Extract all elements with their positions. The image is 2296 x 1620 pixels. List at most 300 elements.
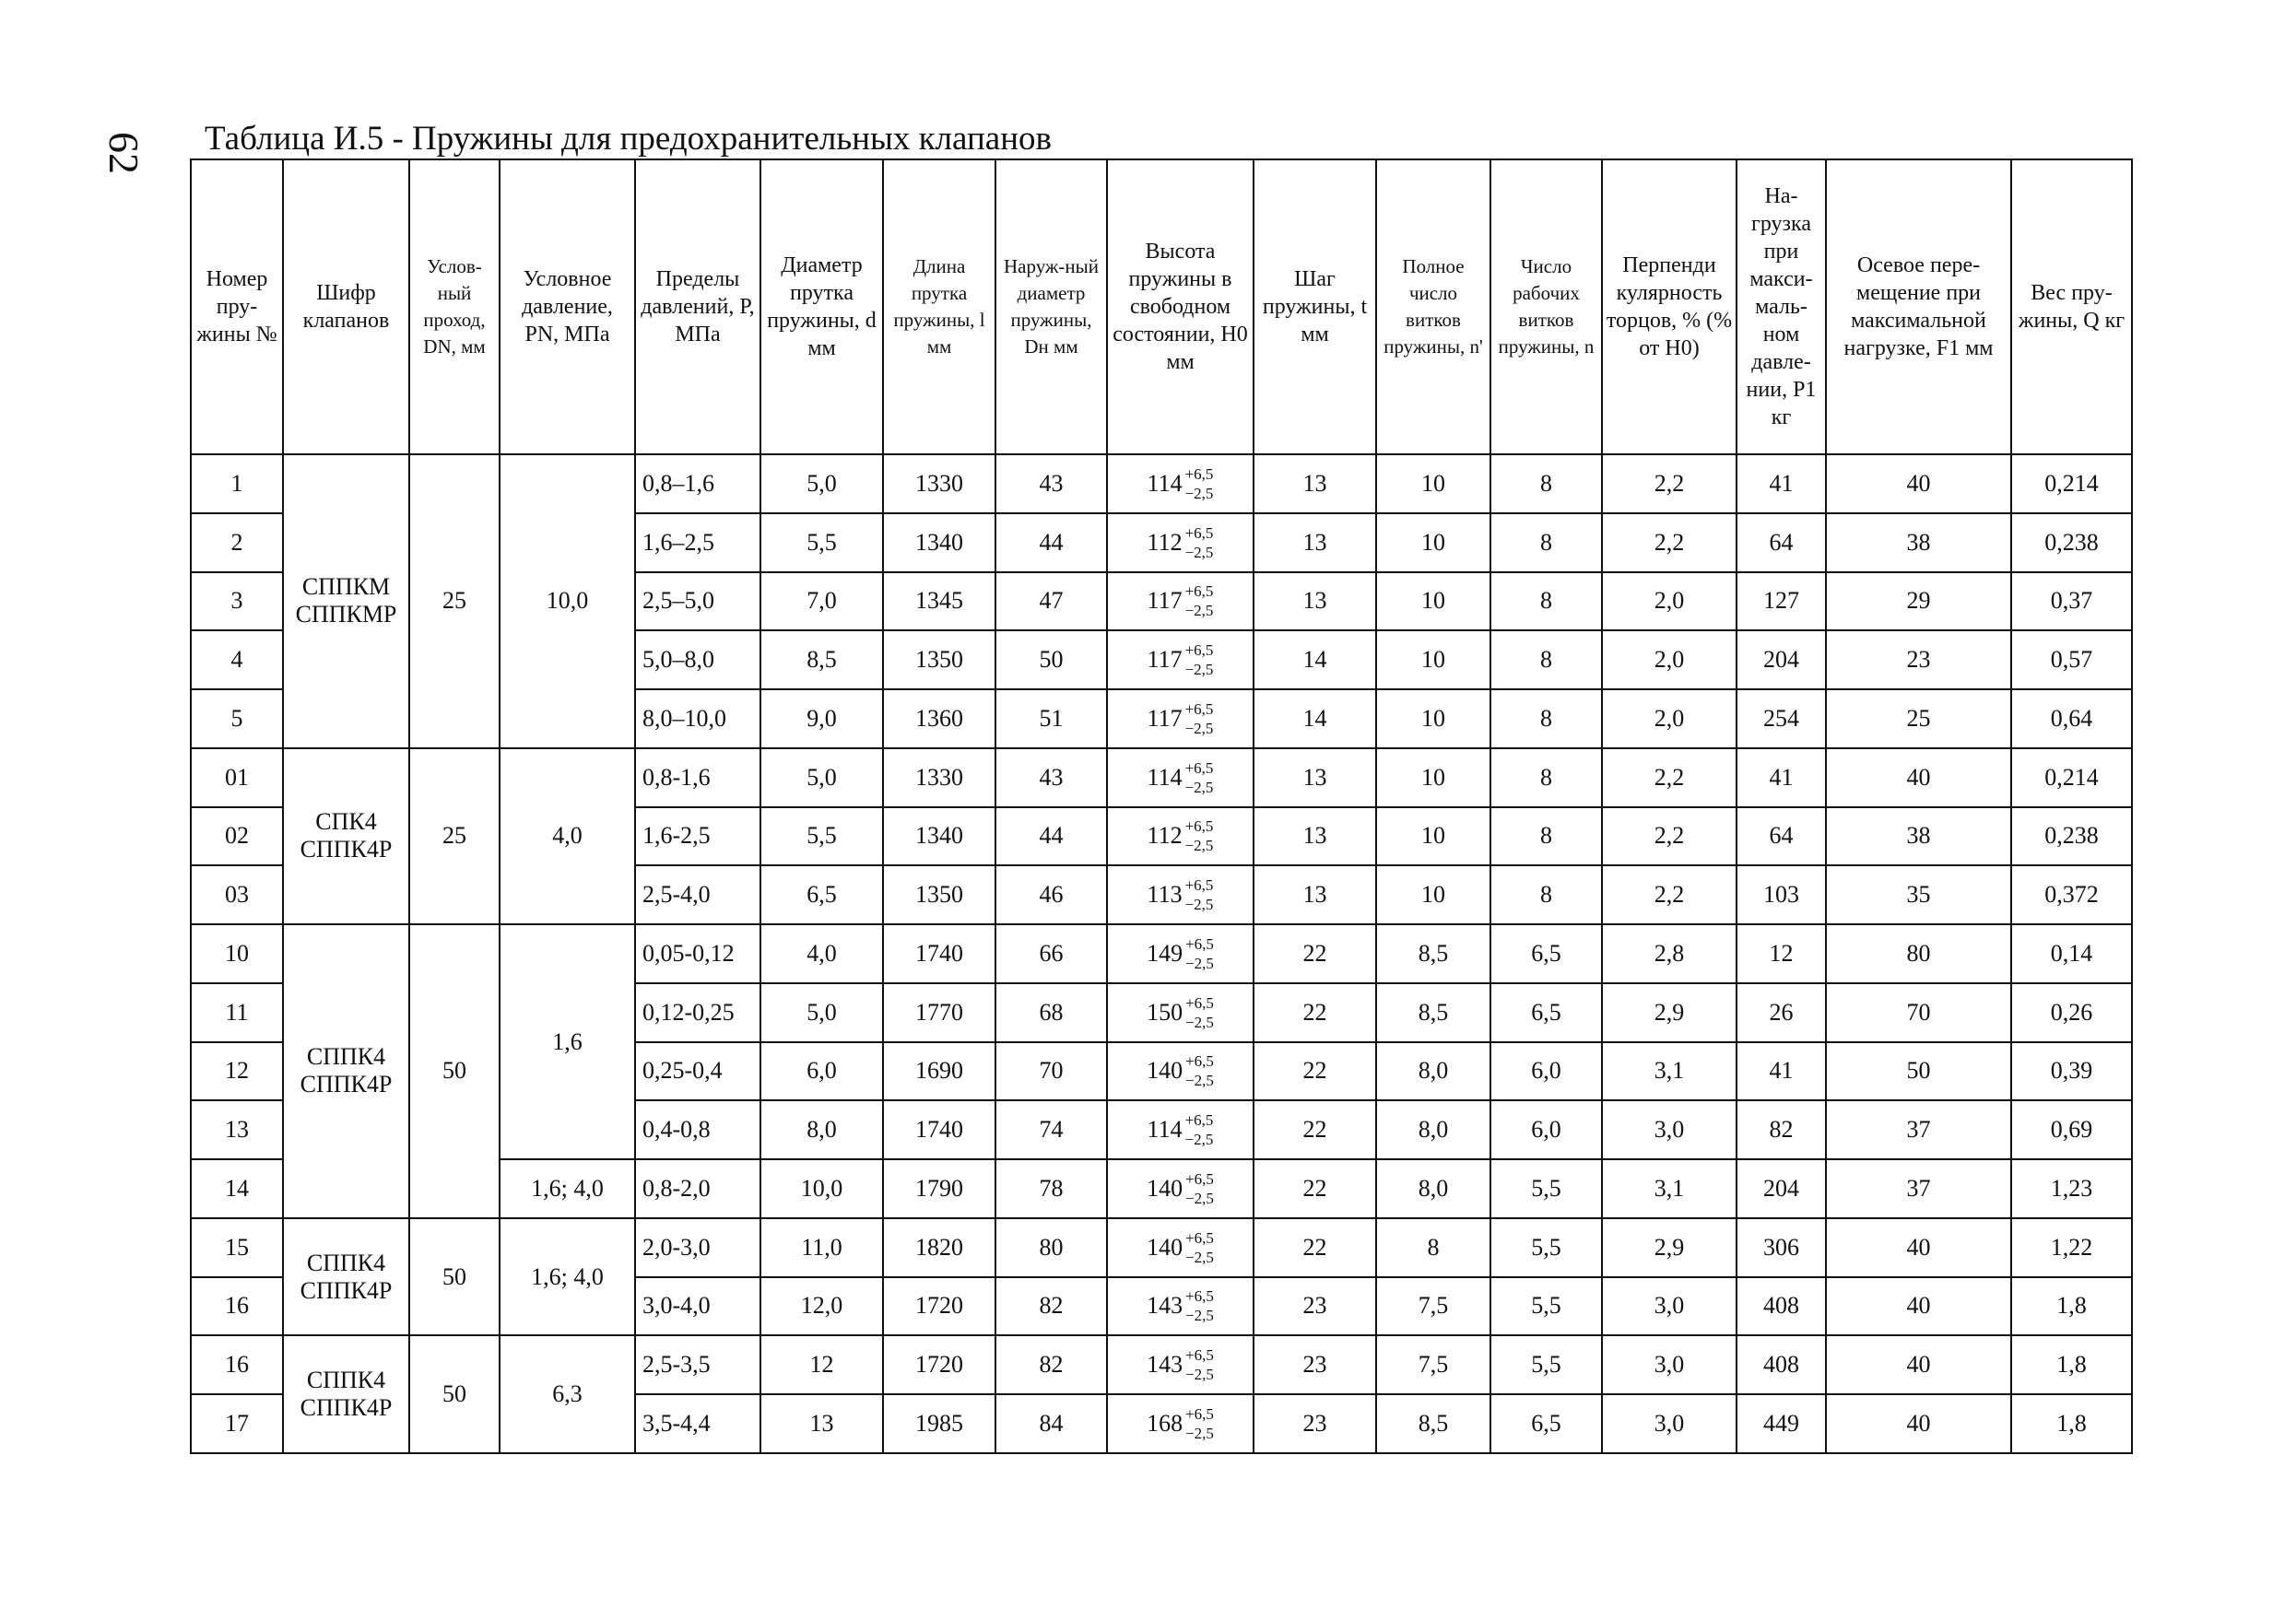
perp-cell: 3,1 — [1602, 1042, 1737, 1101]
tolerance-minus: −2,5 — [1185, 1013, 1214, 1031]
p-cell: 8,0–10,0 — [635, 689, 760, 748]
d-cell: 9,0 — [760, 689, 883, 748]
d-cell: 12 — [760, 1335, 883, 1394]
d-cell: 5,5 — [760, 513, 883, 572]
nominal-bore-cell: 50 — [409, 1335, 500, 1453]
tolerance-plus: +6,5 — [1184, 876, 1214, 895]
d-cell: 10,0 — [760, 1159, 883, 1218]
t-cell: 13 — [1254, 807, 1376, 866]
tolerance-plus: +6,5 — [1185, 1346, 1214, 1365]
f1-cell: 29 — [1826, 572, 2011, 631]
t-cell: 13 — [1254, 572, 1376, 631]
q-cell: 0,64 — [2011, 689, 2132, 748]
height-value: 140 — [1147, 1174, 1183, 1202]
n-total-cell: 8,0 — [1376, 1159, 1490, 1218]
perp-cell: 3,0 — [1602, 1394, 1737, 1453]
n-work-cell: 5,5 — [1490, 1218, 1602, 1277]
height-cell — [1107, 1394, 1254, 1453]
t-cell: 13 — [1254, 513, 1376, 572]
tolerance-plus: +6,5 — [1184, 699, 1214, 718]
tolerance-minus: −2,5 — [1185, 954, 1214, 972]
q-cell: 0,214 — [2011, 454, 2132, 513]
t-cell: 23 — [1254, 1394, 1376, 1453]
f1-cell: 40 — [1826, 748, 2011, 807]
height-value-group — [1148, 699, 1214, 738]
height-value: 112 — [1147, 528, 1183, 556]
n-work-cell: 5,5 — [1490, 1335, 1602, 1394]
q-cell: 0,14 — [2011, 924, 2132, 983]
q-cell: 1,8 — [2011, 1394, 2132, 1453]
springs-table — [190, 158, 2133, 1454]
tolerance-plus: +6,5 — [1185, 1287, 1214, 1306]
p-cell: 1,6–2,5 — [635, 513, 760, 572]
perp-cell: 3,0 — [1602, 1335, 1737, 1394]
t-cell: 22 — [1254, 1042, 1376, 1101]
height-cell — [1107, 513, 1254, 572]
spring-number-cell: 10 — [191, 924, 283, 983]
height-tolerance — [1185, 934, 1214, 973]
n-total-cell: 10 — [1376, 689, 1490, 748]
dn-out-cell: 78 — [995, 1159, 1107, 1218]
height-tolerance — [1185, 523, 1214, 562]
n-total-cell: 8 — [1376, 1218, 1490, 1277]
tolerance-minus: −2,5 — [1185, 1366, 1214, 1384]
perp-cell: 2,2 — [1602, 513, 1737, 572]
height-value: 117 — [1147, 646, 1183, 674]
table-row — [191, 1218, 2132, 1277]
tolerance-plus: +6,5 — [1184, 1111, 1214, 1130]
height-tolerance — [1185, 758, 1214, 797]
nominal-pressure-cell: 4,0 — [500, 748, 635, 924]
height-tolerance — [1185, 875, 1214, 914]
d-cell: 12,0 — [760, 1277, 883, 1336]
header-cell: Диаметр прутка пружины, d мм — [760, 159, 883, 454]
height-cell — [1107, 1335, 1254, 1394]
height-value-group — [1148, 640, 1214, 679]
tolerance-plus: +6,5 — [1184, 523, 1214, 542]
t-cell: 14 — [1254, 630, 1376, 689]
l-cell: 1740 — [883, 924, 995, 983]
header-cell: Высота пружины в свободном состоянии, H0 мм — [1107, 159, 1254, 454]
height-value: 114 — [1147, 1116, 1183, 1144]
p1-cell: 41 — [1737, 748, 1826, 807]
nominal-bore-cell: 50 — [409, 1218, 500, 1336]
p-cell: 5,0–8,0 — [635, 630, 760, 689]
dn-out-cell: 74 — [995, 1100, 1107, 1159]
n-total-cell: 10 — [1376, 454, 1490, 513]
header-cell: Шифр клапанов — [283, 159, 409, 454]
d-cell: 8,0 — [760, 1100, 883, 1159]
table-row — [191, 1335, 2132, 1394]
height-value-group — [1148, 875, 1214, 914]
tolerance-minus: −2,5 — [1185, 1425, 1214, 1442]
nominal-bore-cell: 50 — [409, 924, 500, 1218]
n-total-cell: 10 — [1376, 572, 1490, 631]
dn-out-cell: 82 — [995, 1335, 1107, 1394]
p-cell: 0,12-0,25 — [635, 983, 760, 1042]
valve-code-cell: СППК4 СППК4Р — [283, 924, 409, 1218]
p1-cell: 204 — [1737, 1159, 1826, 1218]
dn-out-cell: 43 — [995, 454, 1107, 513]
dn-out-cell: 43 — [995, 748, 1107, 807]
height-value: 168 — [1147, 1410, 1183, 1437]
q-cell: 0,26 — [2011, 983, 2132, 1042]
t-cell: 22 — [1254, 1218, 1376, 1277]
l-cell: 1790 — [883, 1159, 995, 1218]
spring-number-cell: 17 — [191, 1394, 283, 1453]
n-work-cell: 8 — [1490, 748, 1602, 807]
dn-out-cell: 46 — [995, 865, 1107, 924]
height-value: 114 — [1147, 763, 1183, 791]
d-cell: 6,5 — [760, 865, 883, 924]
p-cell: 0,4-0,8 — [635, 1100, 760, 1159]
height-tolerance — [1185, 464, 1214, 503]
t-cell: 22 — [1254, 1100, 1376, 1159]
spring-number-cell: 11 — [191, 983, 283, 1042]
t-cell: 13 — [1254, 454, 1376, 513]
f1-cell: 25 — [1826, 689, 2011, 748]
nominal-pressure-cell: 10,0 — [500, 454, 635, 748]
t-cell: 22 — [1254, 983, 1376, 1042]
f1-cell: 40 — [1826, 1335, 2011, 1394]
n-total-cell: 10 — [1376, 807, 1490, 866]
p1-cell: 204 — [1737, 630, 1826, 689]
height-value-group — [1147, 1228, 1214, 1267]
l-cell: 1350 — [883, 630, 995, 689]
l-cell: 1350 — [883, 865, 995, 924]
dn-out-cell: 50 — [995, 630, 1107, 689]
d-cell: 11,0 — [760, 1218, 883, 1277]
n-work-cell: 5,5 — [1490, 1277, 1602, 1336]
q-cell: 0,238 — [2011, 807, 2132, 866]
height-value: 117 — [1147, 587, 1183, 615]
tolerance-minus: −2,5 — [1184, 484, 1214, 502]
header-cell: Вес пру-жины, Q кг — [2011, 159, 2132, 454]
d-cell: 4,0 — [760, 924, 883, 983]
nominal-pressure-cell: 1,6; 4,0 — [500, 1159, 635, 1218]
valve-code-cell: СППК4 СППК4Р — [283, 1335, 409, 1453]
d-cell: 7,0 — [760, 572, 883, 631]
n-total-cell: 10 — [1376, 630, 1490, 689]
p-cell: 3,5-4,4 — [635, 1394, 760, 1453]
height-cell — [1107, 1159, 1254, 1218]
f1-cell: 37 — [1826, 1100, 2011, 1159]
table-row — [191, 748, 2132, 807]
perp-cell: 2,9 — [1602, 983, 1737, 1042]
height-value-group — [1148, 1110, 1214, 1149]
p-cell: 2,5–5,0 — [635, 572, 760, 631]
tolerance-minus: −2,5 — [1184, 778, 1214, 796]
perp-cell: 3,0 — [1602, 1277, 1737, 1336]
spring-number-cell: 4 — [191, 630, 283, 689]
p1-cell: 103 — [1737, 865, 1826, 924]
p1-cell: 41 — [1737, 454, 1826, 513]
header-cell: Наруж-ный диаметр пружины, Dн мм — [995, 159, 1107, 454]
height-tolerance — [1185, 993, 1214, 1032]
d-cell: 8,5 — [760, 630, 883, 689]
n-work-cell: 8 — [1490, 807, 1602, 866]
height-tolerance — [1185, 640, 1214, 679]
height-value: 150 — [1147, 998, 1183, 1026]
height-value-group — [1148, 581, 1214, 620]
q-cell: 1,22 — [2011, 1218, 2132, 1277]
perp-cell: 2,0 — [1602, 689, 1737, 748]
p-cell: 2,5-4,0 — [635, 865, 760, 924]
d-cell: 6,0 — [760, 1042, 883, 1101]
l-cell: 1770 — [883, 983, 995, 1042]
f1-cell: 80 — [1826, 924, 2011, 983]
perp-cell: 3,1 — [1602, 1159, 1737, 1218]
q-cell: 1,8 — [2011, 1335, 2132, 1394]
spring-number-cell: 1 — [191, 454, 283, 513]
page-number: 62 — [100, 132, 147, 174]
q-cell: 0,37 — [2011, 572, 2132, 631]
tolerance-minus: −2,5 — [1184, 896, 1214, 914]
valve-code-cell: СППК4 СППК4Р — [283, 1218, 409, 1336]
height-cell — [1107, 865, 1254, 924]
spring-number-cell: 2 — [191, 513, 283, 572]
n-total-cell: 8,0 — [1376, 1100, 1490, 1159]
height-value: 114 — [1147, 469, 1183, 497]
nominal-pressure-cell: 1,6; 4,0 — [500, 1218, 635, 1336]
height-value-group — [1148, 464, 1214, 503]
p1-cell: 41 — [1737, 1042, 1826, 1101]
table-title: Таблица И.5 - Пружины для предохранительных клапанов — [205, 120, 1052, 158]
perp-cell: 3,0 — [1602, 1100, 1737, 1159]
height-value: 149 — [1147, 939, 1183, 967]
p1-cell: 82 — [1737, 1100, 1826, 1159]
n-total-cell: 8,5 — [1376, 983, 1490, 1042]
dn-out-cell: 68 — [995, 983, 1107, 1042]
perp-cell: 2,0 — [1602, 630, 1737, 689]
tolerance-plus: +6,5 — [1185, 1052, 1214, 1071]
height-value-group — [1147, 1404, 1214, 1443]
height-cell — [1107, 748, 1254, 807]
l-cell: 1720 — [883, 1335, 995, 1394]
n-work-cell: 6,0 — [1490, 1042, 1602, 1101]
l-cell: 1340 — [883, 513, 995, 572]
tolerance-minus: −2,5 — [1184, 837, 1214, 855]
t-cell: 23 — [1254, 1277, 1376, 1336]
header-cell: Осевое пере-мещение при максимальной нагрузке, F1 мм — [1826, 159, 2011, 454]
dn-out-cell: 84 — [995, 1394, 1107, 1453]
nominal-pressure-cell: 1,6 — [500, 924, 635, 1159]
tolerance-minus: −2,5 — [1184, 543, 1214, 561]
dn-out-cell: 82 — [995, 1277, 1107, 1336]
tolerance-minus: −2,5 — [1184, 602, 1214, 620]
spring-number-cell: 12 — [191, 1042, 283, 1101]
height-value-group — [1148, 523, 1214, 562]
height-cell — [1107, 630, 1254, 689]
l-cell: 1690 — [883, 1042, 995, 1101]
l-cell: 1740 — [883, 1100, 995, 1159]
header-cell: Услов-ный проход, DN, мм — [409, 159, 500, 454]
d-cell: 5,5 — [760, 807, 883, 866]
header-row — [191, 159, 2132, 454]
height-tolerance — [1185, 699, 1214, 738]
spring-number-cell: 16 — [191, 1335, 283, 1394]
n-work-cell: 8 — [1490, 454, 1602, 513]
dn-out-cell: 80 — [995, 1218, 1107, 1277]
n-total-cell: 7,5 — [1376, 1335, 1490, 1394]
height-tolerance — [1185, 1051, 1214, 1090]
dn-out-cell: 51 — [995, 689, 1107, 748]
p-cell: 0,8-1,6 — [635, 748, 760, 807]
f1-cell: 40 — [1826, 1394, 2011, 1453]
n-total-cell: 8,5 — [1376, 1394, 1490, 1453]
d-cell: 5,0 — [760, 748, 883, 807]
spring-number-cell: 13 — [191, 1100, 283, 1159]
perp-cell: 2,9 — [1602, 1218, 1737, 1277]
f1-cell: 50 — [1826, 1042, 2011, 1101]
perp-cell: 2,0 — [1602, 572, 1737, 631]
spring-number-cell: 02 — [191, 807, 283, 866]
l-cell: 1345 — [883, 572, 995, 631]
p-cell: 0,8-2,0 — [635, 1159, 760, 1218]
spring-number-cell: 3 — [191, 572, 283, 631]
f1-cell: 40 — [1826, 1277, 2011, 1336]
n-work-cell: 8 — [1490, 689, 1602, 748]
n-work-cell: 5,5 — [1490, 1159, 1602, 1218]
perp-cell: 2,2 — [1602, 454, 1737, 513]
height-tolerance — [1185, 1404, 1214, 1443]
q-cell: 0,57 — [2011, 630, 2132, 689]
nominal-pressure-cell: 6,3 — [500, 1335, 635, 1453]
f1-cell: 70 — [1826, 983, 2011, 1042]
l-cell: 1820 — [883, 1218, 995, 1277]
header-cell: Полное число витков пружины, n' — [1376, 159, 1490, 454]
height-cell — [1107, 983, 1254, 1042]
height-cell — [1107, 1100, 1254, 1159]
height-cell — [1107, 924, 1254, 983]
p1-cell: 306 — [1737, 1218, 1826, 1277]
height-tolerance — [1185, 816, 1214, 855]
n-work-cell: 8 — [1490, 572, 1602, 631]
n-work-cell: 6,0 — [1490, 1100, 1602, 1159]
header-cell: Условное давление, PN, МПа — [500, 159, 635, 454]
header-cell: Перпенди кулярность торцов, % (% от H0) — [1602, 159, 1737, 454]
l-cell: 1985 — [883, 1394, 995, 1453]
q-cell: 1,8 — [2011, 1277, 2132, 1336]
p-cell: 1,6-2,5 — [635, 807, 760, 866]
tolerance-minus: −2,5 — [1185, 1248, 1214, 1266]
n-total-cell: 8,0 — [1376, 1042, 1490, 1101]
height-value-group — [1147, 1169, 1214, 1208]
tolerance-minus: −2,5 — [1184, 661, 1214, 679]
dn-out-cell: 44 — [995, 807, 1107, 866]
n-total-cell: 7,5 — [1376, 1277, 1490, 1336]
f1-cell: 38 — [1826, 513, 2011, 572]
p-cell: 0,05-0,12 — [635, 924, 760, 983]
header-cell: На-грузка при макси-маль-ном давле-нии, P1 кг — [1737, 159, 1826, 454]
p-cell: 0,8–1,6 — [635, 454, 760, 513]
p1-cell: 127 — [1737, 572, 1826, 631]
tolerance-plus: +6,5 — [1185, 993, 1214, 1012]
height-cell — [1107, 689, 1254, 748]
height-tolerance — [1185, 1286, 1214, 1325]
tolerance-minus: −2,5 — [1184, 1131, 1214, 1149]
spring-number-cell: 14 — [191, 1159, 283, 1218]
f1-cell: 38 — [1826, 807, 2011, 866]
height-cell — [1107, 572, 1254, 631]
t-cell: 13 — [1254, 865, 1376, 924]
spring-number-cell: 5 — [191, 689, 283, 748]
spring-number-cell: 16 — [191, 1277, 283, 1336]
height-cell — [1107, 1042, 1254, 1101]
p-cell: 3,0-4,0 — [635, 1277, 760, 1336]
t-cell: 23 — [1254, 1335, 1376, 1394]
n-work-cell: 6,5 — [1490, 983, 1602, 1042]
n-total-cell: 10 — [1376, 513, 1490, 572]
p1-cell: 408 — [1737, 1335, 1826, 1394]
f1-cell: 23 — [1826, 630, 2011, 689]
n-total-cell: 10 — [1376, 865, 1490, 924]
q-cell: 1,23 — [2011, 1159, 2132, 1218]
height-value: 143 — [1147, 1351, 1183, 1379]
tolerance-plus: +6,5 — [1185, 1228, 1214, 1247]
height-value-group — [1147, 934, 1214, 973]
height-value-group — [1147, 1345, 1214, 1384]
tolerance-plus: +6,5 — [1184, 817, 1214, 836]
f1-cell: 40 — [1826, 454, 2011, 513]
tolerance-minus: −2,5 — [1184, 719, 1214, 737]
height-cell — [1107, 454, 1254, 513]
spring-number-cell: 15 — [191, 1218, 283, 1277]
height-tolerance — [1185, 1228, 1214, 1267]
tolerance-minus: −2,5 — [1185, 1189, 1214, 1207]
tolerance-plus: +6,5 — [1184, 582, 1214, 601]
tolerance-plus: +6,5 — [1185, 1405, 1214, 1423]
n-work-cell: 8 — [1490, 513, 1602, 572]
p1-cell: 254 — [1737, 689, 1826, 748]
q-cell: 0,39 — [2011, 1042, 2132, 1101]
spring-number-cell: 03 — [191, 865, 283, 924]
nominal-bore-cell: 25 — [409, 748, 500, 924]
l-cell: 1330 — [883, 748, 995, 807]
t-cell: 14 — [1254, 689, 1376, 748]
n-work-cell: 8 — [1490, 865, 1602, 924]
table-row — [191, 454, 2132, 513]
n-work-cell: 6,5 — [1490, 924, 1602, 983]
n-total-cell: 10 — [1376, 748, 1490, 807]
height-value: 117 — [1147, 704, 1183, 732]
q-cell: 0,238 — [2011, 513, 2132, 572]
p-cell: 2,5-3,5 — [635, 1335, 760, 1394]
height-cell — [1107, 807, 1254, 866]
l-cell: 1330 — [883, 454, 995, 513]
header-cell: Число рабочих витков пружины, n — [1490, 159, 1602, 454]
height-cell — [1107, 1218, 1254, 1277]
t-cell: 22 — [1254, 924, 1376, 983]
height-value: 140 — [1147, 1057, 1183, 1085]
perp-cell: 2,2 — [1602, 807, 1737, 866]
dn-out-cell: 44 — [995, 513, 1107, 572]
tolerance-plus: +6,5 — [1184, 464, 1214, 483]
header-cell: Пределы давлений, Р, МПа — [635, 159, 760, 454]
perp-cell: 2,2 — [1602, 748, 1737, 807]
tolerance-plus: +6,5 — [1184, 758, 1214, 777]
header-cell: Длина прутка пружины, l мм — [883, 159, 995, 454]
tolerance-plus: +6,5 — [1185, 1169, 1214, 1188]
d-cell: 5,0 — [760, 983, 883, 1042]
tolerance-plus: +6,5 — [1185, 934, 1214, 953]
q-cell: 0,69 — [2011, 1100, 2132, 1159]
height-tolerance — [1185, 1110, 1214, 1149]
q-cell: 0,214 — [2011, 748, 2132, 807]
perp-cell: 2,2 — [1602, 865, 1737, 924]
tolerance-minus: −2,5 — [1185, 1072, 1214, 1090]
p1-cell: 449 — [1737, 1394, 1826, 1453]
